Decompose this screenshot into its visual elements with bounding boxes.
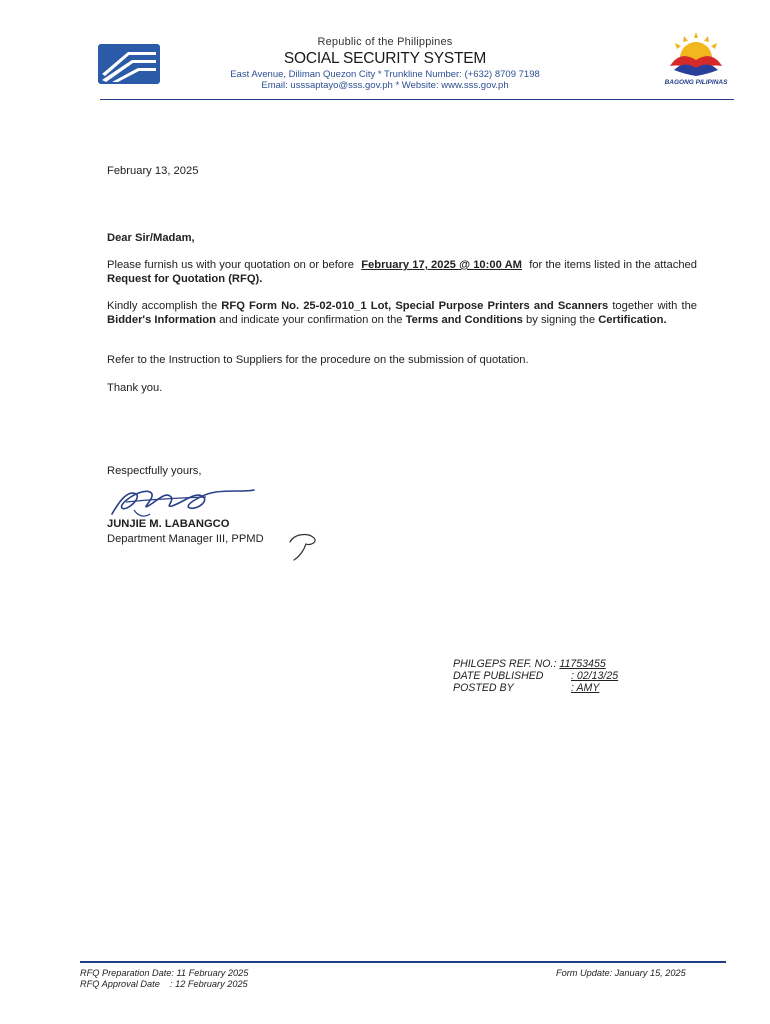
svg-text:BAGONG PILIPINAS: BAGONG PILIPINAS <box>664 79 728 86</box>
signature-icon <box>106 480 256 522</box>
certification: Certification. <box>598 313 667 326</box>
bagong-pilipinas-logo-icon <box>660 30 732 88</box>
closing: Respectfully yours, <box>107 465 202 477</box>
form-update-date: Form Update: January 15, 2025 <box>556 968 686 978</box>
philgeps-date <box>453 670 618 682</box>
paragraph-request <box>107 259 697 286</box>
salutation: Dear Sir/Madam, <box>107 232 195 244</box>
republic-text: Republic of the Philippines <box>317 36 453 48</box>
signer-title: Department Manager III, PPMD <box>107 533 264 545</box>
header-divider <box>100 99 734 100</box>
philgeps-ref-value: 11753455 <box>559 658 606 670</box>
para1-text-b: for the items listed in the attached <box>529 259 697 271</box>
rfq-approval-date: RFQ Approval Date : 12 February 2025 <box>80 979 248 989</box>
thank-you: Thank you. <box>107 382 163 394</box>
org-address: East Avenue, Diliman Quezon City * Trunkline Number: (+632) 8709 7198 <box>230 69 540 80</box>
date-published-value: : 02/13/25 <box>571 670 619 682</box>
para2-text-a: Kindly accomplish the <box>107 300 218 312</box>
para2-text-b: together with the <box>612 300 698 312</box>
bidders-information: Bidder's Information <box>107 313 216 326</box>
para1-bold: Request for Quotation (RFQ). <box>107 272 263 285</box>
para2-text-c: and indicate your confirmation on the <box>219 313 403 326</box>
org-title: SOCIAL SECURITY SYSTEM <box>283 50 487 67</box>
philgeps-ref-label: PHILGEPS REF. NO.: <box>453 658 557 670</box>
rfq-form-title: RFQ Form No. 25-02-010_1 Lot, Special Purpose Printers and Scanners <box>221 300 609 312</box>
org-contact: Email: usssaptayo@sss.gov.ph * Website: www.sss.gov.ph <box>261 80 509 91</box>
deadline: February 17, 2025 @ 10:00 AM <box>361 259 522 271</box>
paragraph-instructions <box>107 300 697 327</box>
initial-mark-icon <box>286 528 320 562</box>
signer-name: JUNJIE M. LABANGCO <box>107 518 230 530</box>
letter-date: February 13, 2025 <box>107 165 199 177</box>
philgeps-posted <box>453 682 599 694</box>
posted-by-value: : AMY <box>571 682 600 694</box>
para2-text-d: by signing the <box>526 313 596 326</box>
philgeps-ref <box>453 658 606 670</box>
sss-logo-icon <box>98 44 160 84</box>
terms-and-conditions: Terms and Conditions <box>405 313 523 326</box>
paragraph-refer: Refer to the Instruction to Suppliers for the procedure on the submission of quotation. <box>107 354 529 366</box>
para1-text-a: Please furnish us with your quotation on or before <box>107 259 354 271</box>
date-published-label: DATE PUBLISHED <box>453 670 544 682</box>
posted-by-label: POSTED BY <box>453 682 514 694</box>
rfq-preparation-date: RFQ Preparation Date: 11 February 2025 <box>80 968 249 978</box>
footer-divider <box>80 961 726 963</box>
